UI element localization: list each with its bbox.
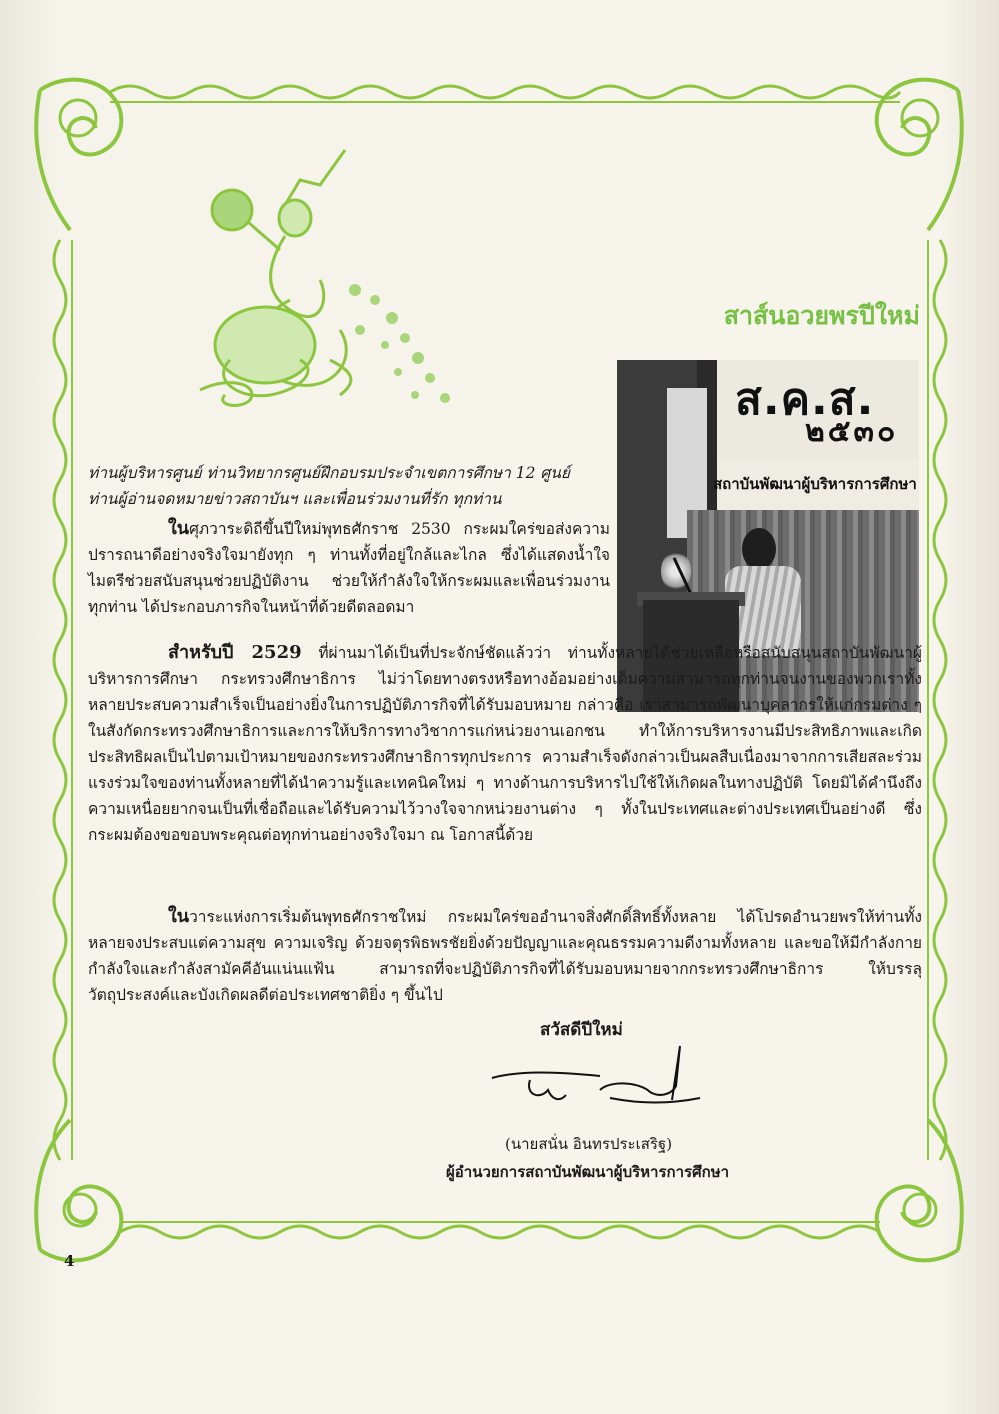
paragraph-2-lead: สำหรับปี 2529: [168, 642, 302, 663]
banner-year: ๒๕๓๐: [805, 414, 899, 449]
paragraph-1-lead: ใน: [168, 518, 190, 539]
signatory-name: (นายสนั่น อินทรประเสริฐ): [505, 1135, 673, 1153]
banner-institute: สถาบันพัฒนาผู้บริหารการศึกษา: [713, 475, 917, 493]
page-title: สาส์นอวยพรปีใหม่: [723, 301, 920, 330]
closing-greeting: สวัสดีปีใหม่: [540, 1020, 623, 1040]
page-number: 4: [64, 1252, 75, 1270]
banner-title: ส.ค.ส.: [735, 374, 875, 425]
salutation-line-1: ท่านผู้บริหารศูนย์ ท่านวิทยากรศูนย์ฝึกอบรมประจำเขตการศึกษา 12 ศูนย์: [88, 464, 570, 482]
paragraph-3-lead: ใน: [168, 906, 190, 927]
paragraph-3-text: วาระแห่งการเริ่มต้นพุทธศักราชใหม่ กระผมใคร่ขออำนาจสิ่งศักดิ์สิทธิ์ทั้งหลาย ได้โปรดอำนวยพรให้ท่านทั้งหลายจงประสบแต่ความสุข ความเจริญ ด้วยจตุรพิธพรชัยยิ่งด้วยปัญญาและคุณธรรมความดีงามทั้งหลาย และขอให้มีกำลังกาย กำลังใจและกำลังสามัคคีอันแน่นแฟ้น สามารถที่จะปฏิบัติภารกิจที่ได้รับมอบหมายจากกระทรวงศึกษาธิการ ให้บรรลุวัตถุประสงค์และบังเกิดผลดีต่อประเทศชาติยิ่ง ๆ ขึ้นไป: [88, 908, 922, 1004]
salutation-line-2: ท่านผู้อ่านจดหมายข่าวสถาบันฯ และเพื่อนร่วมงานที่รัก ทุกท่าน: [88, 490, 502, 508]
paragraph-1-text: ศุภวาระดิถีขึ้นปีใหม่พุทธศักราช 2530 กระผมใคร่ขอส่งความปรารถนาดีอย่างจริงใจมายังทุก ๆ ท่านทั้งที่อยู่ใกล้และไกล ซึ่งได้แสดงน้ำใจไมตรีช่วยสนับสนุนช่วยปฏิบัติงาน ช่วยให้กำลังใจให้กระผมและเพื่อนร่วมงานทุกท่าน ได้ประกอบภารกิจในหน้าที่ด้วยดีตลอดมา: [88, 520, 610, 616]
paragraph-2-text: ที่ผ่านมาได้เป็นที่ประจักษ์ชัดแล้วว่า ท่านทั้งหลายได้ช่วยเหลือหรือสนับสนุนสถาบันพัฒนาผู้บริหารการศึกษา กระทรวงศึกษาธิการ ไม่ว่าโดยทางตรงหรือทางอ้อมอย่างเต็มความสามารถทุกท่านจนงานของพวกเราทั้งหลายประสบความสำเร็จเป็นอย่างยิ่งในการปฏิบัติภารกิจที่ได้รับมอบหมาย กล่าวคือ เราสามารถพัฒนาบุคลากรให้แก่กรมต่าง ๆ ในสังกัดกระทรวงศึกษาธิการและการให้บริการทางวิชาการแก่หน่วยงานเอกชน ทำให้การบริหารงานมีประสิทธิภาพและเกิดประสิทธิผลเป็นไปตามเป้าหมายของกระทรวงศึกษาธิการทุกประการ ความสำเร็จดังกล่าวเป็นผลสืบเนื่องมาจากการเสียสละร่วมแรงร่วมใจของท่านทั้งหลายที่ได้นำความรู้และเทคนิคใหม่ ๆ ทางด้านการบริหารไปใช้ให้เกิดผลในทางปฏิบัติ โดยมิได้คำนึงถึงความเหนื่อยยากจนเป็นที่เชื่อถือและได้รับความไว้วางใจจากหน่วยงานต่าง ๆ ทั้งในประเทศและต่างประเทศเป็นอย่างดี ซึ่งกระผมต้องขอขอบพระคุณต่อทุกท่านอย่างจริงใจมา ณ โอกาสนี้ด้วย: [88, 644, 922, 844]
signatory-title: ผู้อำนวยการสถาบันพัฒนาผู้บริหารการศึกษา: [446, 1163, 730, 1181]
